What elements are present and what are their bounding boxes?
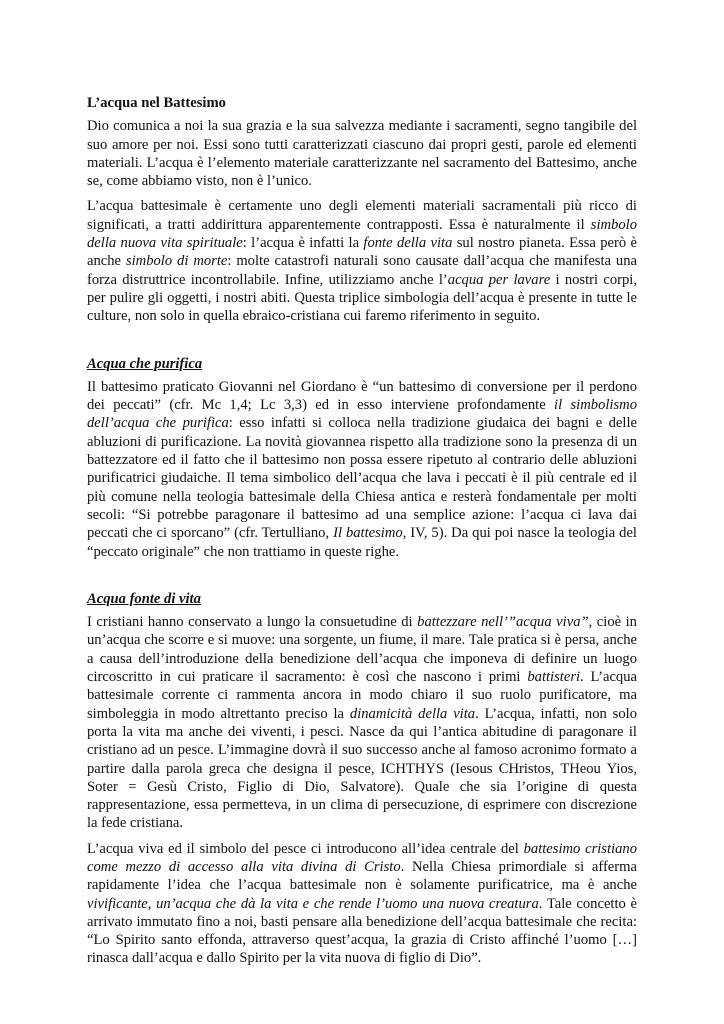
section-vita-paragraph-1: I cristiani hanno conservato a lungo la consuetudine di battezzare nell’”acqua viva”, cioè in un’acqua che scorre e si muove: una sorgente, un fiume, il mare. Tale pratica si è persa, anche a causa dell’introduzione della benedizione dell’acqua che imponeva di definire un luogo circoscritto in cui praticare il sacramento: è così che nascono i primi battisteri. L’acqua battesimale corrente ci rammenta ancora in modo chiaro il suo ruolo purificatore, ma simboleggia in modo altrettanto preciso la dinamicità della vita. L’acqua, infatti, non solo porta la vita ma anche dei viventi, i pesci. Nasce da qui l’antica abitudine di paragonare il cristiano ad un pesce. L’immagine dovrà il suo successo anche al famoso acronimo formato a partire dalla parola greca che designa il pesce, ICHTHYS (Iesous CHristos, THeou Yios, Soter = Gesù Cristo, Figlio di Dio, Salvatore). Quale che sia l’origine di questa rappresentazione, essa permetteva, in un clima di persecuzione, di esprimere con discrezione la fede cristiana. (87, 614, 637, 832)
section-spacer (87, 333, 637, 355)
section-heading-fonte-di-vita: Acqua fonte di vita (87, 590, 201, 607)
section-heading-purifica: Acqua che purifica (87, 355, 203, 372)
document-page (87, 94, 637, 975)
intro-paragraph-2: L’acqua battesimale è certamente uno degli elementi materiali sacramentali più ricco di significati, a tratti addirittura apparentemente contrapposti. Essa è naturalmente il simbolo della nuova vita spirituale: l’acqua è infatti la fonte della vita sul nostro pianeta. Essa però è anche simbolo di morte: molte catastrofi naturali sono causate dall’acqua che manifesta una forza distruttrice incontrollabile. Infine, utilizziamo anche l’acqua per lavare i nostri corpi, per pulire gli oggetti, i nostri abiti. Questa triplice simbologia dell’acqua è presente in tutte le culture, non solo in quella ebraico-cristiana cui faremo riferimento in seguito. (87, 198, 637, 325)
section-spacer (87, 568, 637, 590)
section-vita-paragraph-2: L’acqua viva ed il simbolo del pesce ci introducono all’idea centrale del battesimo cristiano come mezzo di accesso alla vita divina di Cristo. Nella Chiesa primordiale si afferma rapidamente l’idea che l’acqua battesimale non è solamente purificatrice, ma è anche vivificante, un’acqua che dà la vita e che rende l’uomo una nuova creatura. Tale concetto è arrivato immutato fino a noi, basti pensare alla benedizione dell’acqua battesimale che recita: “Lo Spirito santo effonda, attraverso quest’acqua, la grazia di Cristo affinché l’uomo […] rinasca dall’acqua e dallo Spirito per la vita nuova di figlio di Dio”. (87, 840, 637, 967)
intro-paragraph-1: Dio comunica a noi la sua grazia e la sua salvezza mediante i sacramenti, segno tangibile del suo amore per noi. Essi sono tutti caratterizzati ciascuno dai propri gesti, parole ed elementi materiali. L’acqua è l’elemento materiale caratterizzante nel sacramento del Battesimo, anche se, come abbiamo visto, non è l’unico. (87, 118, 637, 190)
document-title: L’acqua nel Battesimo (87, 95, 226, 111)
section-purifica-paragraph: Il battesimo praticato Giovanni nel Giordano è “un battesimo di conversione per il perdono dei peccati” (cfr. Mc 1,4; Lc 3,3) ed in esso interviene profondamente il simbolismo dell’acqua che purifica: esso infatti si colloca nella tradizione giudaica dei bagni e delle abluzioni di purificazione. La novità giovannea rispetto alla tradizione sono la presenza di un battezzatore ed il fatto che il battesimo non possa essere ripetuto al contrario delle abluzioni purificatrici giudaiche. Il tema simbolico dell’acqua che lava i peccati è il più centrale ed il più comune nella teologia battesimale della Chiesa antica e resterà fondamentale per molti secoli: “Si potrebbe paragonare il battesimo ad una semplice azione: l’acqua ci lava dai peccati che ci sporcano” (cfr. Tertulliano, Il battesimo, IV, 5). Da qui poi nasce la teologia del “peccato originale” che non trattiamo in queste righe. (87, 378, 637, 560)
